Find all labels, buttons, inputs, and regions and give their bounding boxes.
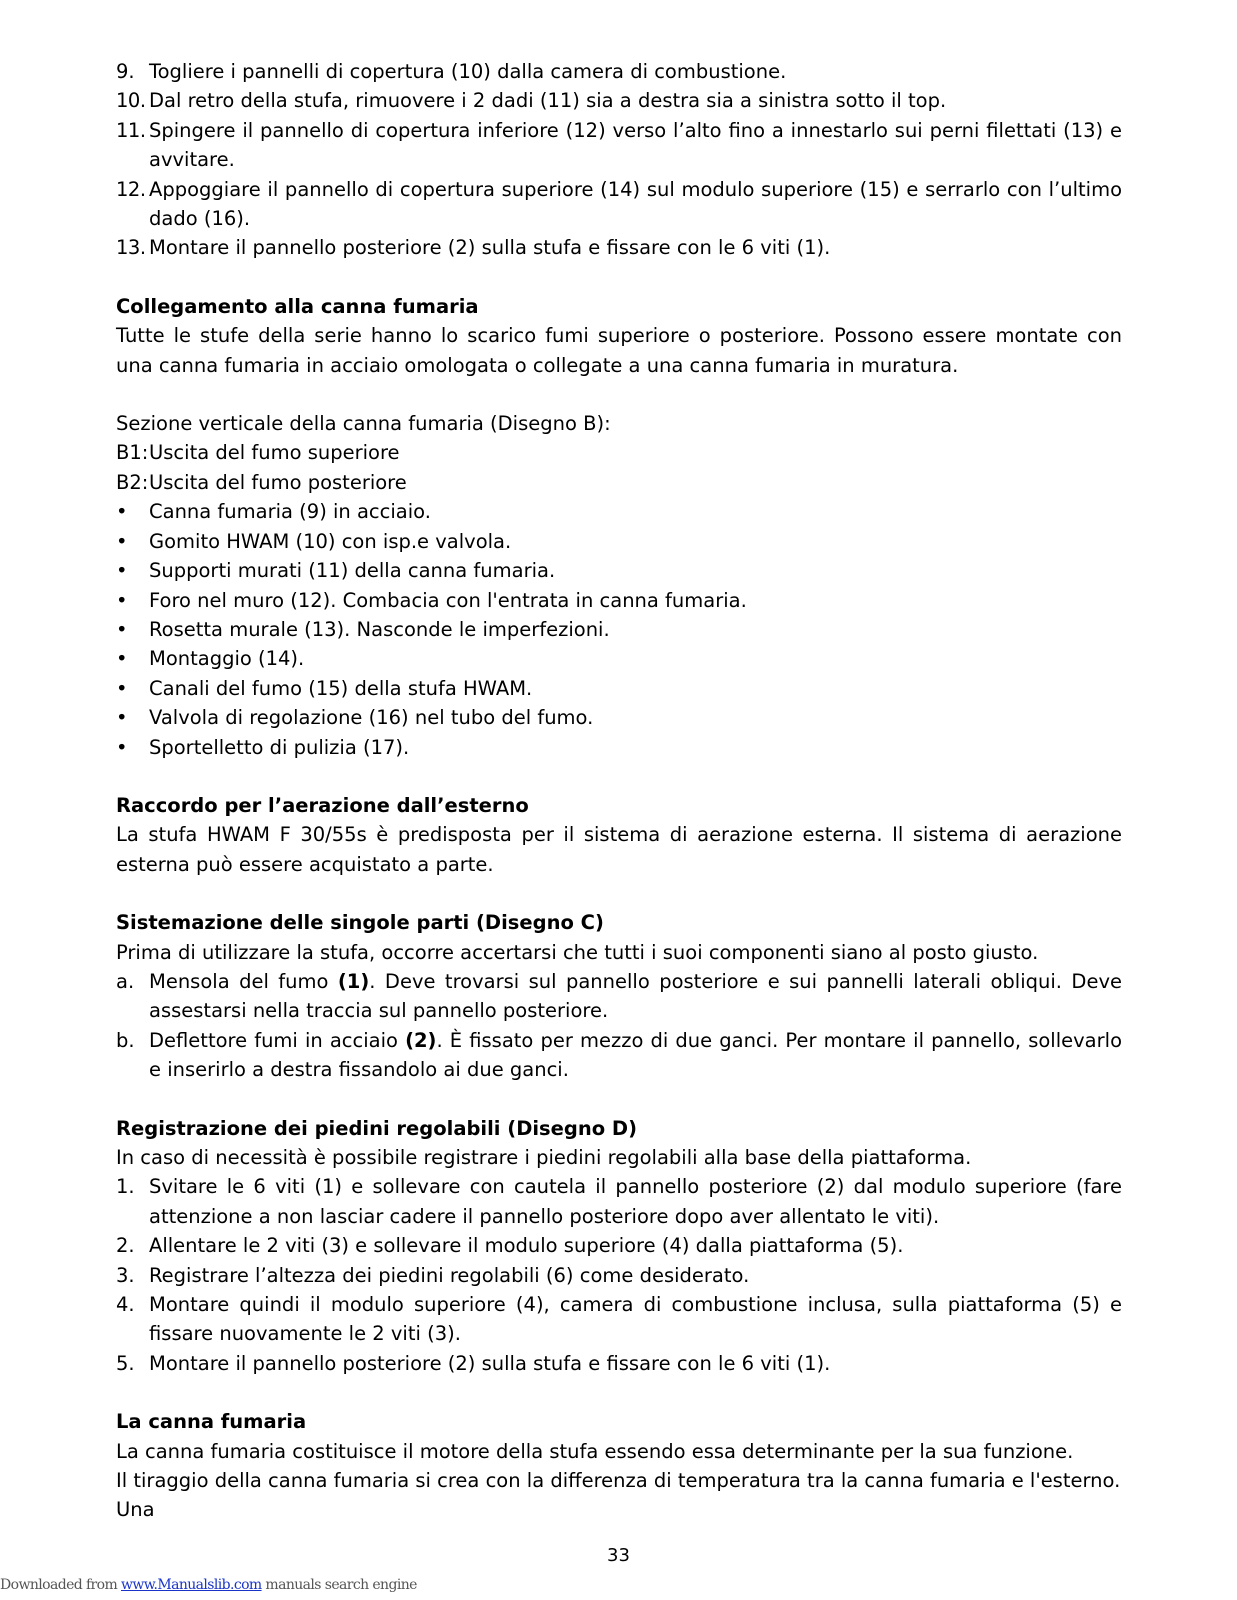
chimney-line-2: Il tiraggio della canna fumaria si crea con la differenza di temperatura tra la canna fumaria e l'esterno. Una bbox=[116, 1469, 1121, 1522]
footer-prefix: Downloaded from bbox=[0, 1577, 121, 1593]
list-item bbox=[116, 57, 1122, 86]
section-intro-feet: In caso di necessità è possibile registrare i piedini regolabili alla base della piattaforma. bbox=[116, 1146, 972, 1169]
list-item bbox=[116, 175, 1122, 234]
list-marker: B2: bbox=[116, 470, 149, 494]
bullet-item bbox=[116, 644, 1122, 673]
list-text: Registrare l’altezza dei piedini regolabili (6) come desiderato. bbox=[149, 1263, 750, 1287]
download-footer bbox=[0, 1577, 417, 1593]
list-text: Montare il pannello posteriore (2) sulla stufa e fissare con le 6 viti (1). bbox=[149, 1351, 831, 1375]
bullet-icon: • bbox=[116, 617, 128, 641]
list-text: Togliere i pannelli di copertura (10) dalla camera di combustione. bbox=[149, 60, 787, 83]
bullet-icon: • bbox=[116, 500, 128, 524]
bullet-icon: • bbox=[116, 588, 128, 612]
list-item bbox=[116, 1290, 1122, 1349]
bullet-icon: • bbox=[116, 735, 128, 759]
page-number: 33 bbox=[607, 1545, 630, 1566]
list-text: Montaggio (14). bbox=[149, 647, 305, 671]
section-intro-parts: Prima di utilizzare la stufa, occorre accertarsi che tutti i suoi componenti siano al posto giusto. bbox=[116, 940, 1039, 964]
bullet-icon: • bbox=[116, 706, 128, 730]
list-item bbox=[116, 1349, 1122, 1378]
footer-link[interactable]: www.Manualslib.com bbox=[121, 1577, 262, 1593]
list-text: Supporti murati (11) della canna fumaria. bbox=[149, 559, 556, 583]
list-number: 12. bbox=[116, 177, 146, 201]
list-number: 4. bbox=[116, 1293, 135, 1317]
section-title-flue: Collegamento alla canna fumaria bbox=[116, 294, 479, 318]
bullet-item bbox=[116, 497, 1122, 526]
flue-intro: Sezione verticale della canna fumaria (Disegno B): bbox=[116, 412, 611, 436]
list-text: Gomito HWAM (10) con isp.e valvola. bbox=[149, 529, 512, 553]
bullet-item bbox=[116, 527, 1122, 556]
bullet-icon: • bbox=[116, 559, 128, 583]
chimney-line-1: La canna fumaria costituisce il motore della stufa essendo essa determinante per la sua funzione. bbox=[116, 1439, 1074, 1463]
list-number: 1. bbox=[116, 1175, 135, 1199]
flue-bullet-list bbox=[116, 497, 1122, 762]
section-body-flue: Tutte le stufe della serie hanno lo scarico fumi superiore o posteriore. Possono essere montate con una canna fumaria in acciaio omologata o collegate a una canna fumaria in muratura. bbox=[116, 324, 1122, 377]
list-item bbox=[116, 233, 1122, 262]
section-body-air: La stufa HWAM F 30/55s è predisposta per il sistema di aerazione esterna. Il sistema di aerazione esterna può essere acquistato a parte. bbox=[116, 823, 1122, 876]
list-item bbox=[116, 967, 1122, 1026]
list-text: Sportelletto di pulizia (17). bbox=[149, 735, 410, 759]
list-text: Allentare le 2 viti (3) e sollevare il modulo superiore (4) dalla piattaforma (5). bbox=[149, 1234, 904, 1258]
section-title-air: Raccordo per l’aerazione dall’esterno bbox=[116, 793, 529, 817]
list-text: Deflettore fumi in acciaio bbox=[149, 1028, 406, 1052]
section-title-parts: Sistemazione delle singole parti (Disegno C) bbox=[116, 911, 604, 935]
steps-top-list bbox=[116, 57, 1122, 263]
list-marker: B1: bbox=[116, 441, 149, 465]
bullet-item bbox=[116, 703, 1122, 732]
list-text: Valvola di regolazione (16) nel tubo del fumo. bbox=[149, 706, 594, 730]
list-text: Svitare le 6 viti (1) e sollevare con cautela il pannello posteriore (2) dal modulo superiore (fare attenzione a non lasciar cadere il pannello posteriore dopo aver allentato le viti). bbox=[149, 1175, 1122, 1228]
bullet-item bbox=[116, 586, 1122, 615]
list-number: 3. bbox=[116, 1263, 135, 1287]
list-text: . Deve trovarsi sul pannello posteriore e sui pannelli laterali obliqui. Deve assestarsi nella traccia sul pannello posteriore. bbox=[149, 969, 1122, 1023]
section-title-chimney: La canna fumaria bbox=[116, 1410, 307, 1434]
list-marker: b. bbox=[116, 1028, 135, 1052]
list-text: Canali del fumo (15) della stufa HWAM. bbox=[149, 676, 533, 700]
list-number: 9. bbox=[116, 60, 135, 83]
list-item bbox=[116, 1026, 1122, 1085]
list-text: Uscita del fumo posteriore bbox=[149, 470, 407, 494]
list-item bbox=[116, 1231, 1122, 1260]
list-number: 13. bbox=[116, 236, 146, 260]
list-item bbox=[116, 1172, 1122, 1231]
list-text: Uscita del fumo superiore bbox=[149, 441, 400, 465]
list-text: Foro nel muro (12). Combacia con l'entrata in canna fumaria. bbox=[149, 588, 747, 612]
bullet-item bbox=[116, 733, 1122, 762]
list-text: Dal retro della stufa, rimuovere i 2 dadi (11) sia a destra sia a sinistra sotto il top. bbox=[149, 89, 947, 113]
list-item bbox=[116, 1261, 1122, 1290]
list-text: Canna fumaria (9) in acciaio. bbox=[149, 500, 431, 524]
list-text: Rosetta murale (13). Nasconde le imperfezioni. bbox=[149, 617, 610, 641]
bullet-item bbox=[116, 615, 1122, 644]
list-number: 5. bbox=[116, 1351, 135, 1375]
section-title-feet: Registrazione dei piedini regolabili (Disegno D) bbox=[116, 1116, 638, 1140]
text-column bbox=[116, 57, 1122, 1525]
list-item bbox=[116, 468, 1122, 497]
list-text: Spingere il pannello di copertura inferiore (12) verso l’alto fino a innestarlo sui perni filettati (13) e avvitare. bbox=[149, 118, 1122, 172]
list-text: . È fissato per mezzo di due ganci. Per montare il pannello, sollevarlo e inserirlo a destra fissandolo ai due ganci. bbox=[149, 1028, 1122, 1082]
part-number: (1) bbox=[337, 969, 370, 993]
list-number: 2. bbox=[116, 1234, 135, 1258]
bullet-item bbox=[116, 674, 1122, 703]
list-text: Mensola del fumo bbox=[149, 969, 338, 993]
list-number: 10. bbox=[116, 89, 146, 113]
bullet-item bbox=[116, 556, 1122, 585]
bullet-icon: • bbox=[116, 647, 128, 671]
list-item bbox=[116, 86, 1122, 115]
list-number: 11. bbox=[116, 118, 146, 142]
footer-suffix: manuals search engine bbox=[261, 1577, 417, 1593]
list-item bbox=[116, 116, 1122, 175]
list-text: Appoggiare il pannello di copertura superiore (14) sul modulo superiore (15) e serrarlo con l’ultimo dado (16). bbox=[149, 177, 1122, 231]
bullet-icon: • bbox=[116, 529, 128, 553]
list-marker: a. bbox=[116, 969, 135, 993]
list-text: Montare quindi il modulo superiore (4), camera di combustione inclusa, sulla piattaforma (5) e fissare nuovamente le 2 viti (3). bbox=[149, 1293, 1122, 1346]
part-number: (2) bbox=[405, 1028, 437, 1052]
bullet-icon: • bbox=[116, 676, 128, 700]
list-text: Montare il pannello posteriore (2) sulla stufa e fissare con le 6 viti (1). bbox=[149, 236, 831, 260]
list-item bbox=[116, 438, 1122, 467]
